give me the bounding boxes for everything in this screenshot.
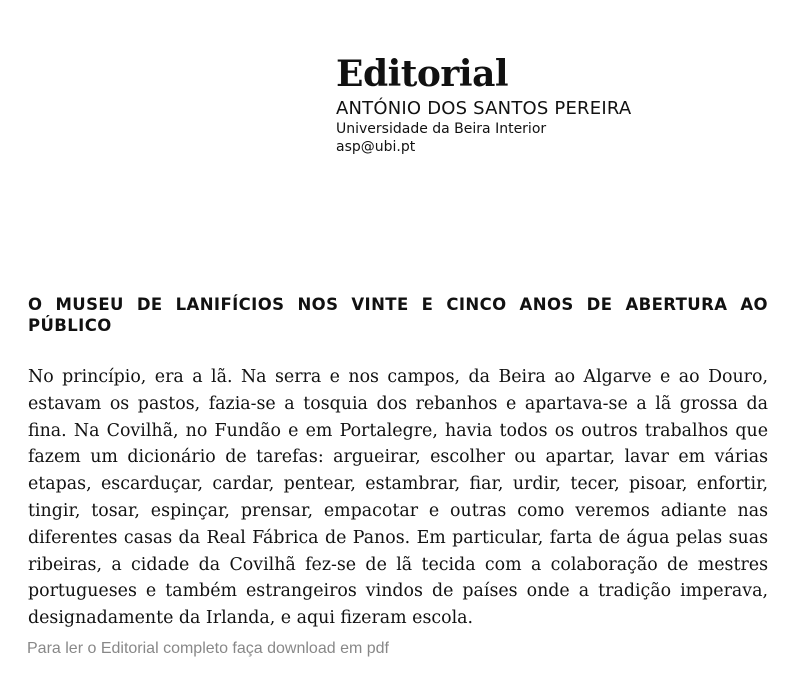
editorial-header [336, 52, 776, 156]
author-affiliation: Universidade da Beira Interior [336, 121, 547, 137]
author-name: ANTÓNIO DOS SANTOS PEREIRA [336, 98, 632, 119]
article-title: O MUSEU DE LANIFÍCIOS NOS VINTE E CINCO ANOS DE ABERTURA AO PÚBLICO [28, 295, 768, 335]
page-title: Editorial [336, 53, 509, 95]
download-note: Para ler o Editorial completo faça download em pdf [27, 640, 389, 657]
article-body: No princípio, era a lã. Na serra e nos campos, da Beira ao Algarve e ao Douro, estavam os pastos, fazia-se a tosquia dos rebanhos e apartava-se a lã grossa da fina. Na Covilhã, no Fundão e em Portalegre, havia todos os outros trabalhos que fazem um dicionário de tarefas: argueirar, escolher ou apartar, lavar em várias etapas, escarduçar, cardar, pentear, estambrar, fiar, urdir, tecer, pisoar, enfortir, tingir, tosar, espinçar, prensar, empacotar e outras como veremos adiante nas diferentes casas da Real Fábrica de Panos. Em particular, farta de água pelas suas ribeiras, a cidade da Covilhã fez-se de lã tecida com a colaboração de mestres portugueses e também estrangeiros vindos de países onde a tradição imperava, designadamente da Irlanda, e aqui fizeram escola. [28, 367, 768, 629]
author-email: asp@ubi.pt [336, 139, 416, 155]
